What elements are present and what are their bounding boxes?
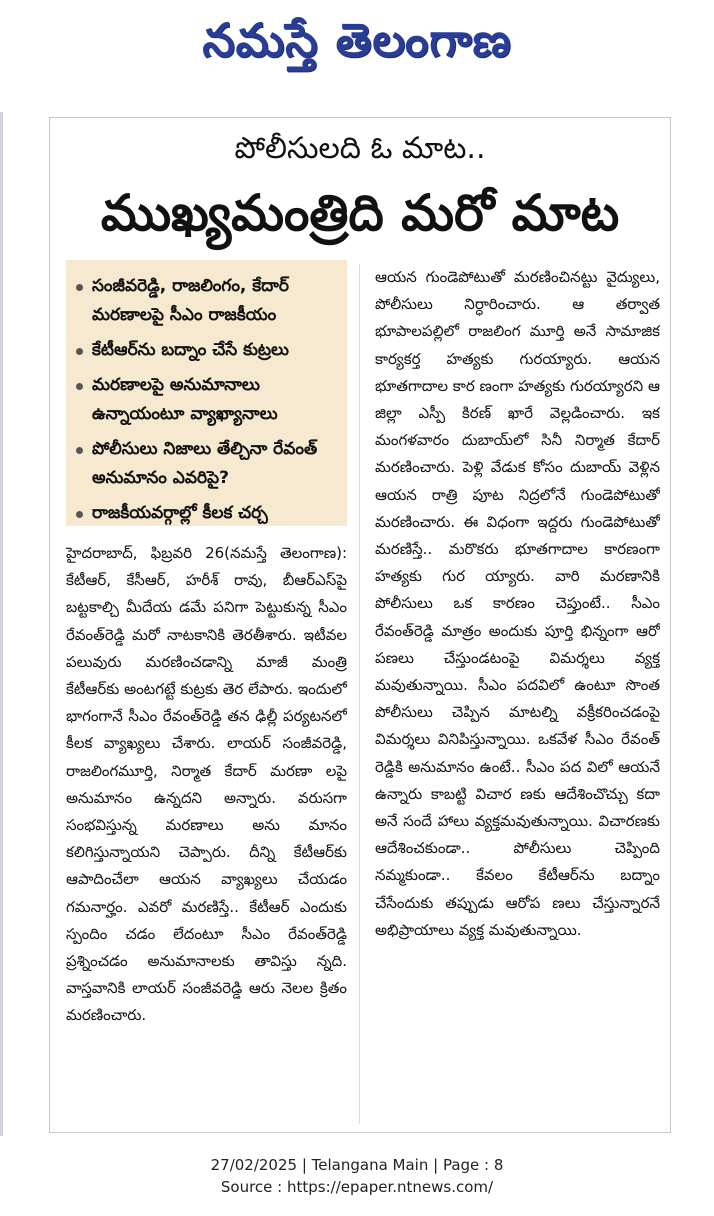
bullet-icon [76, 348, 83, 355]
bullet-icon [76, 383, 83, 390]
highlight-item: పోలీసులు నిజాలు తేల్చినా రేవంత్ అనుమానం ఎవరిపై? [76, 435, 341, 493]
news-article-clipping [49, 117, 671, 1133]
highlight-item: మరణాలపై అనుమానాలు ఉన్నాయంటూ వ్యాఖ్యానాలు [76, 371, 341, 429]
article-body-left-column: హైదరాబాద్, ఫిబ్రవరి 26(నమస్తే తెలంగాణ): కేటీఆర్, కేసీఆర్, హరీశ్ రావు, బీఆర్ఎస్‌పై బట్టకాల్చి మీదేయ డమే పనిగా పెట్టుకున్న సీఎం రేవంత్‌రెడ్డి మరో నాటకానికి తెరతీశారు. ఇటీవల పలువురు మరణించడాన్ని మాజీ మంత్రి కేటీఆర్‌కు అంటగట్టే కుట్రకు తెర లేపారు. ఇందులో భాగంగానే సీఎం రేవంత్‌రెడ్డి తన ఢిల్లీ పర్యటనలో కీలక వ్యాఖ్యలు చేశారు. లాయర్ సంజీవరెడ్డి, రాజలింగమూర్తి, నిర్మాత కేదార్ మరణా లపై అనుమానం ఉన్నదని అన్నారు. వరుసగా సంభవిస్తున్న మరణాలు అను మానం కలిగిస్తున్నాయని చెప్పారు. దీన్ని కేటీఆర్‌కు ఆపాదించేలా ఆయన వ్యాఖ్యలు చేయడం గమనార్హం. ఎవరో మరణిస్తే.. కేటీఆర్ ఎందుకు స్పందిం చడం లేదంటూ సీఎం రేవంత్‌రెడ్డి ప్రశ్నించడం అనుమానాలకు తావిస్తు న్నది. వాస్తవానికి లాయర్ సంజీవరెడ్డి ఆరు నెలల క్రితం మరణించారు. [66, 544, 347, 1025]
page-edge-rule [0, 112, 3, 1136]
highlight-item: కేటీఆర్‌ను బద్నాం చేసే కుట్రలు [76, 336, 341, 365]
highlights-box [66, 260, 347, 526]
article-headline: ముఖ్యమంత్రిది మరో మాట [100, 184, 620, 242]
edition-info: 27/02/2025 | Telangana Main | Page : 8 [210, 1156, 504, 1174]
source-link[interactable]: Source : https://epaper.ntnews.com/ [220, 1178, 494, 1196]
newspaper-masthead: నమస్తే తెలంగాణ [202, 13, 512, 67]
article-body-right-column: ఆయన గుండెపోటుతో మరణించినట్టు వైద్యులు, పోలీసులు నిర్ధారించారు. ఆ తర్వాత భూపాలపల్లిలో రాజలింగ మూర్తి అనే సామాజిక కార్యకర్త హత్యకు గురయ్యారు. ఆయన భూతగాదాల కార ణంగా హత్యకు గురయ్యారని ఆ జిల్లా ఎస్పీ కిరణ్ ఖారే వెల్లడించారు. ఇక మంగళవారం దుబాయ్‌లో సినీ నిర్మాత కేదార్ మరణించారు. పెళ్లి వేడుక కోసం దుబాయ్ వెళ్లిన ఆయన రాత్రి పూట నిద్రలోనే గుండెపోటుతో మరణించారు. ఈ విధంగా ఇద్దరు గుండెపోటుతో మరణిస్తే.. మరొకరు భూతగాదాల కారణంగా హత్యకు గుర య్యారు. వారి మరణానికి పోలీసులు ఒక కారణం చెప్తుంటే.. సీఎం రేవంత్‌రెడ్డి మాత్రం అందుకు పూర్తి భిన్నంగా ఆరో పణలు చేస్తుండటంపై విమర్శలు వ్యక్త మవుతున్నాయి. సీఎం పదవిలో ఉంటూ సొంత పోలీసులు చెప్పిన మాటల్ని వక్రీకరించడంపై విమర్శలు వినిపిస్తున్నాయి. ఒకవేళ సీఎం రేవంత్ రెడ్డికి అనుమానం ఉంటే.. సీఎం పద విలో ఆయనే ఉన్నారు కాబట్టి విచార ణకు ఆదేశించొచ్చు కదా అనే సందే హాలు వ్యక్తమవుతున్నాయి. విచారణకు ఆదేశించకుండా.. పోలీసులు చెప్పింది నమ్మకుండా.. కేవలం కేటీఆర్‌ను బద్నాం చేసేందుకు తప్పుడు ఆరోప ణలు చేస్తున్నారనే అభిప్రాయాలు వ్యక్త మవుతున్నాయి. [375, 268, 660, 939]
bullet-icon [76, 447, 83, 454]
bullet-icon [76, 511, 83, 518]
highlight-item: రాజకీయవర్గాల్లో కీలక చర్చ [76, 499, 341, 528]
bullet-icon [76, 284, 83, 291]
article-kicker: పోలీసులది ఓ మాట.. [234, 131, 486, 166]
column-divider [359, 264, 360, 1124]
highlight-item: సంజీవరెడ్డి, రాజలింగం, కేదార్ మరణాలపై సీఎం రాజకీయం [76, 272, 341, 330]
